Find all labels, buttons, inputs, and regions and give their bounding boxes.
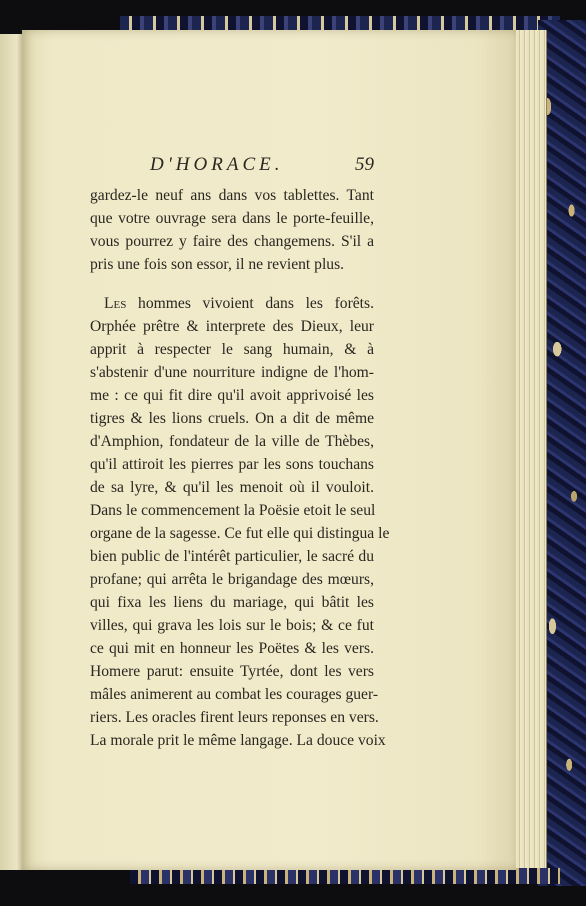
text-line: gardez-le neuf ans dans vos tablettes. Tant xyxy=(90,187,374,204)
text-line: vous pourrez y faire des changemens. S'il a xyxy=(90,233,374,250)
text-line: riers. Les oracles firent leurs reponses en vers. xyxy=(90,709,379,726)
text-line: apprit à respecter le sang humain, & à xyxy=(90,341,374,358)
text-line: mâles animerent au combat les courages guer- xyxy=(90,686,379,703)
text-line: Homere parut: ensuite Tyrtée, dont les vers xyxy=(90,663,374,680)
text-line: villes, qui grava les lois sur le bois; & ce fut xyxy=(90,617,374,634)
text-line: pris une fois son essor, il ne revient plus. xyxy=(90,256,345,273)
paragraph xyxy=(90,184,374,276)
paragraph xyxy=(90,292,390,752)
text-line: d'Amphion, fondateur de la ville de Thèbes, xyxy=(90,433,374,450)
first-line-rest: hommes vivoient dans les forêts. xyxy=(138,295,374,312)
text-line: tigres & les lions cruels. On a dit de même xyxy=(90,410,374,427)
text-line: de sa lyre, & qu'il les menoit où il vouloit. xyxy=(90,479,374,496)
text-line: ce qui mit en honneur les Poëtes & les vers. xyxy=(90,640,374,657)
running-header xyxy=(88,154,374,178)
body-text xyxy=(90,184,390,752)
running-title: D'HORACE. xyxy=(150,154,284,175)
first-word: Les xyxy=(104,295,127,312)
text-line: qui fixa les liens du mariage, qui bâtit les xyxy=(90,594,374,611)
text-line: profane; qui arrêta le brigandage des mœurs, xyxy=(90,571,374,588)
marbled-endpaper-bottom xyxy=(130,868,560,884)
text-line: Orphée prêtre & interprete des Dieux, leur xyxy=(90,318,374,335)
text-line: organe de la sagesse. Ce fut elle qui distingua le xyxy=(90,525,390,542)
page-edges xyxy=(512,30,547,868)
text-line xyxy=(90,292,374,315)
text-line: me : ce qui fit dire qu'il avoit apprivoisé les xyxy=(90,387,374,404)
facing-page-edge xyxy=(0,34,24,870)
text-line: La morale prit le même langage. La douce voix xyxy=(90,732,386,749)
text-line: Dans le commencement la Poësie etoit le seul xyxy=(90,502,376,519)
text-line: s'abstenir d'une nourriture indigne de l'hom- xyxy=(90,364,374,381)
text-line: bien public de l'intérêt particulier, le sacré du xyxy=(90,548,374,565)
text-line: que votre ouvrage sera dans le porte-feuille, xyxy=(90,210,374,227)
text-line: qu'il attiroit les pierres par les sons touchans xyxy=(90,456,374,473)
page-number: 59 xyxy=(355,154,374,175)
